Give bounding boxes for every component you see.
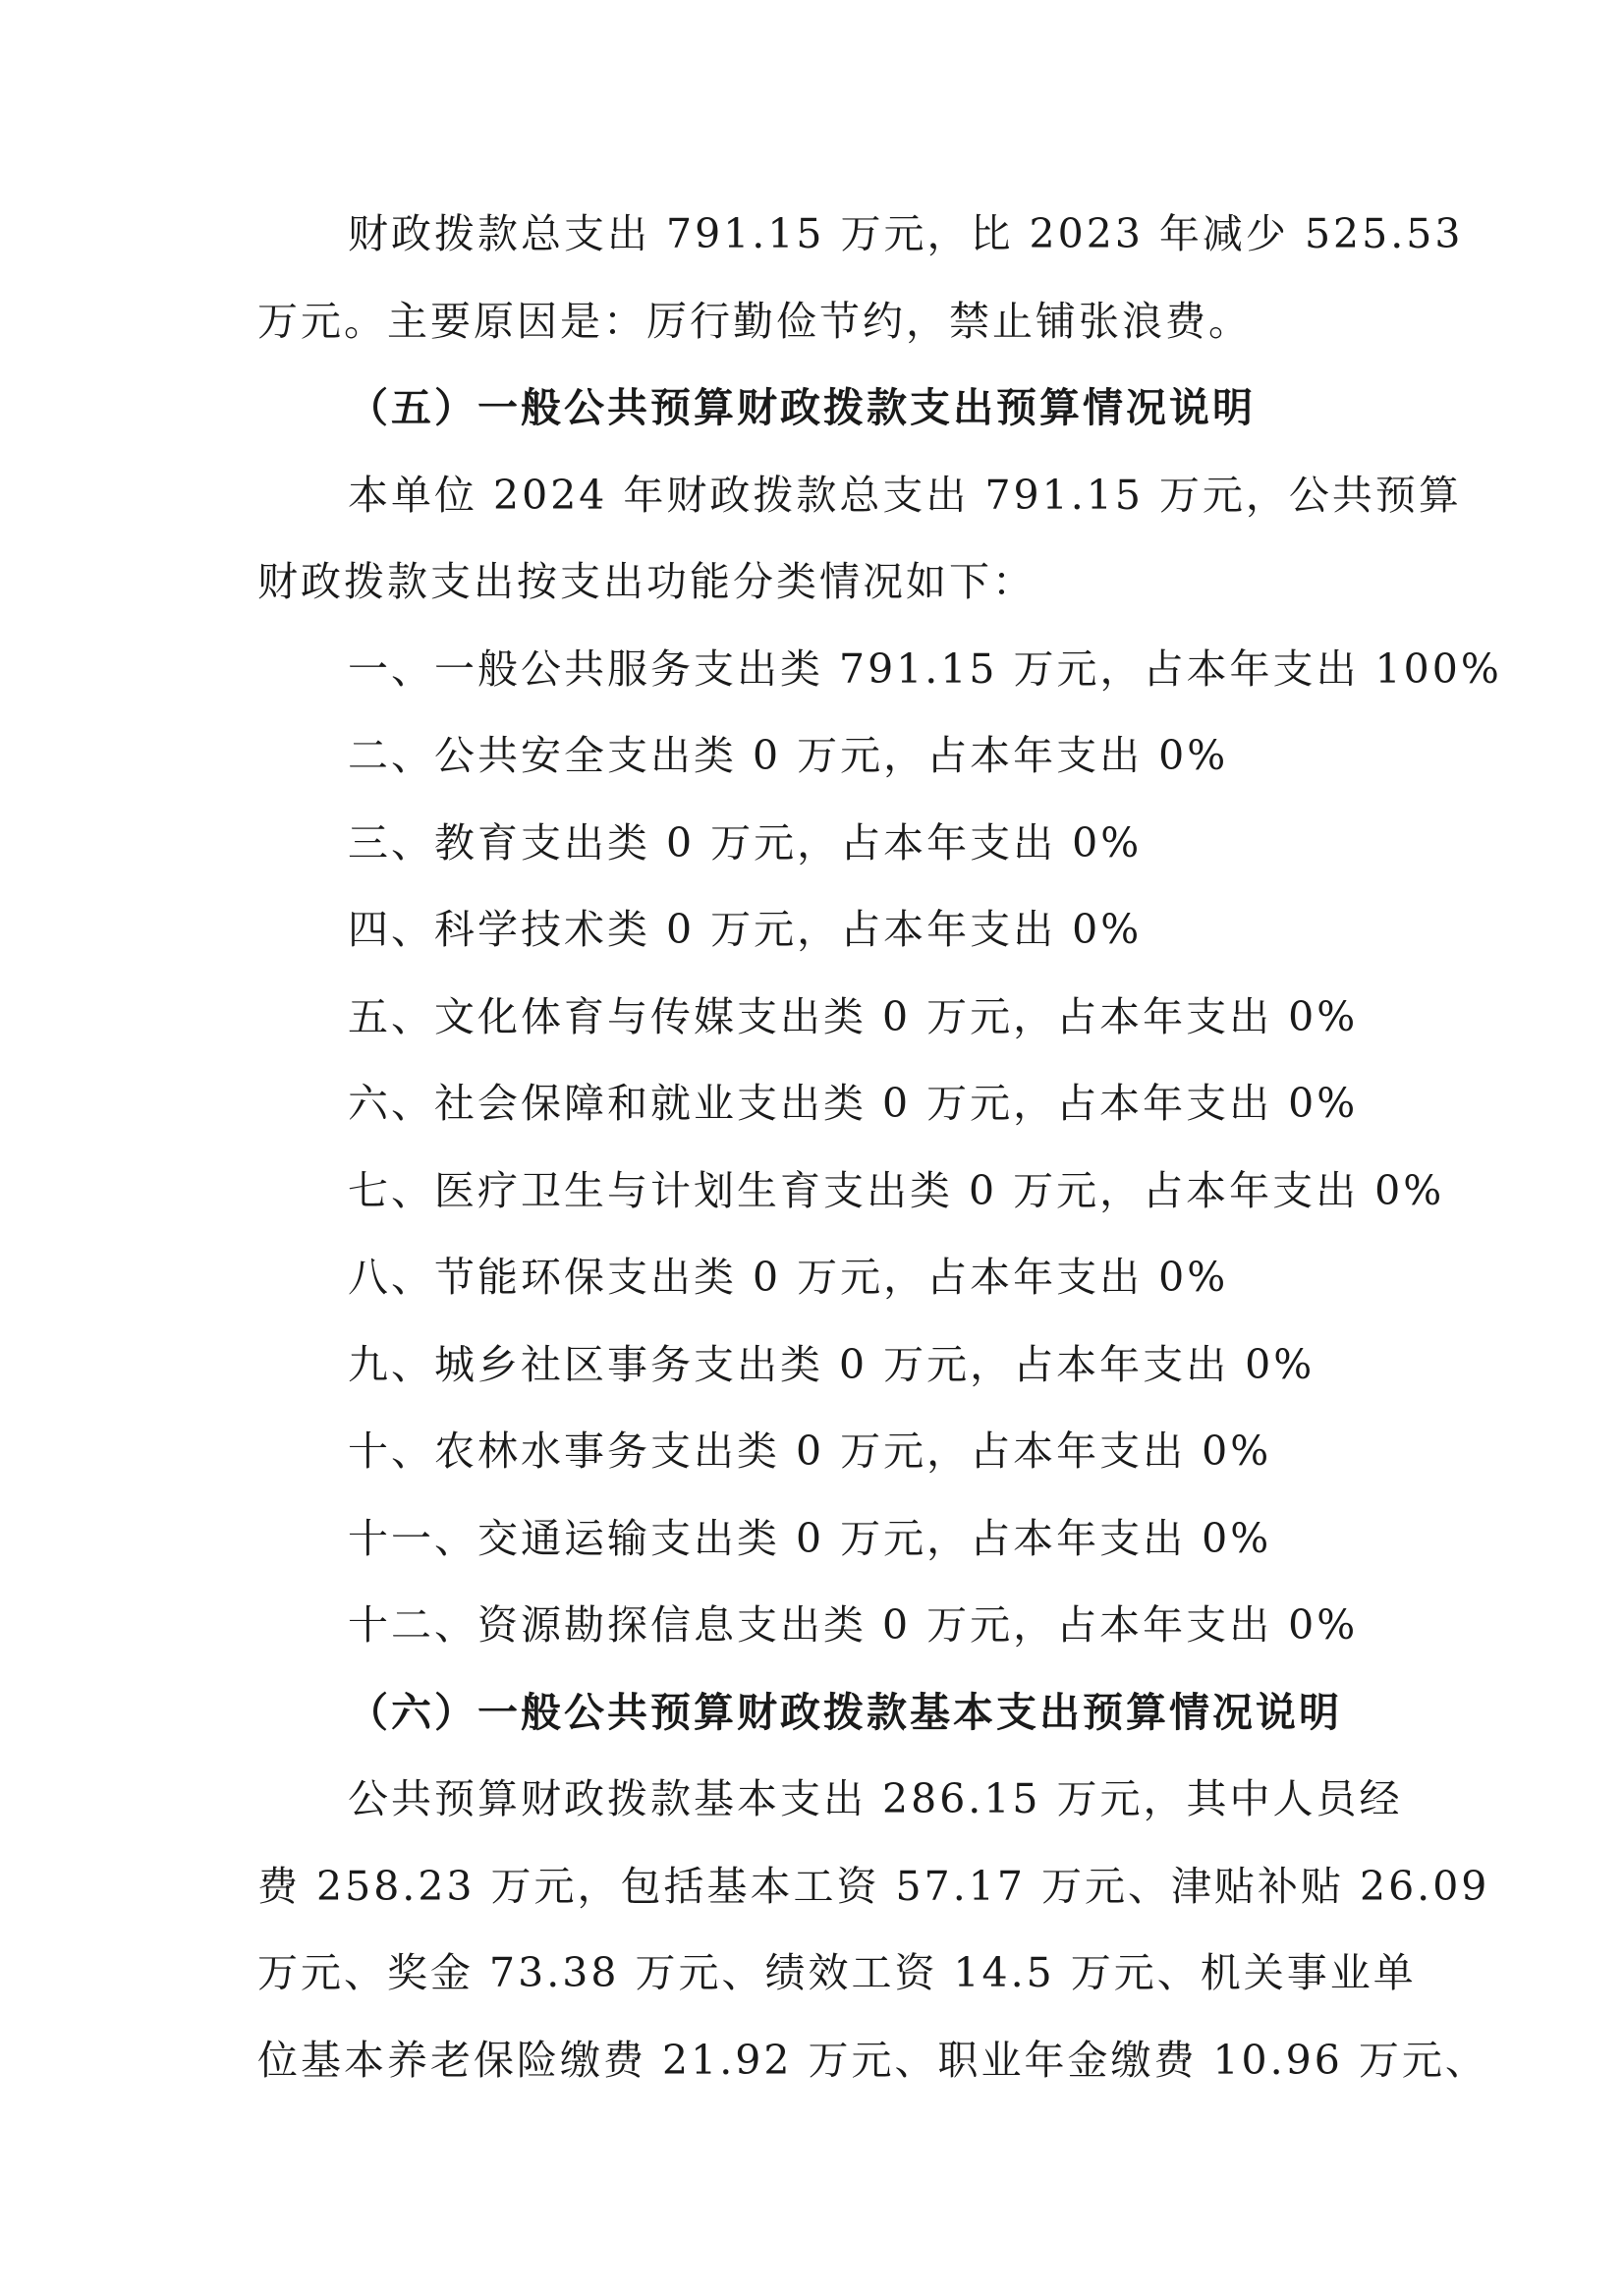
list-item: 八、节能环保支出类 0 万元，占本年支出 0% xyxy=(348,1254,1229,1301)
paragraph-line: 万元。主要原因是：厉行勤俭节约，禁止铺张浪费。 xyxy=(257,297,1252,345)
section-heading-6: （六）一般公共预算财政拨款基本支出预算情况说明 xyxy=(348,1688,1342,1736)
list-item: 三、教育支出类 0 万元，占本年支出 0% xyxy=(348,818,1143,867)
document-body xyxy=(257,191,1502,2103)
paragraph-line: 公共预算财政拨款基本支出 286.15 万元，其中人员经 xyxy=(348,1775,1403,1822)
list-item: 十一、交通运输支出类 0 万元，占本年支出 0% xyxy=(348,1514,1272,1562)
paragraph-line: 本单位 2024 年财政拨款总支出 791.15 万元，公共预算 xyxy=(348,471,1462,519)
paragraph-line: 财政拨款总支出 791.15 万元，比 2023 年减少 525.53 xyxy=(348,210,1464,257)
list-item: 六、社会保障和就业支出类 0 万元，占本年支出 0% xyxy=(348,1080,1359,1127)
list-item: 七、医疗卫生与计划生育支出类 0 万元，占本年支出 0% xyxy=(348,1166,1445,1214)
list-item: 二、公共安全支出类 0 万元，占本年支出 0% xyxy=(348,732,1229,779)
list-item: 一、一般公共服务支出类 791.15 万元，占本年支出 100% xyxy=(348,644,1502,693)
section-heading-5: （五）一般公共预算财政拨款支出预算情况说明 xyxy=(348,384,1256,431)
list-item: 四、科学技术类 0 万元，占本年支出 0% xyxy=(348,906,1143,953)
list-item: 五、文化体育与传媒支出类 0 万元，占本年支出 0% xyxy=(348,992,1359,1040)
list-item: 十二、资源勘探信息支出类 0 万元，占本年支出 0% xyxy=(348,1601,1359,1649)
paragraph-line: 财政拨款支出按支出功能分类情况如下： xyxy=(257,558,1036,605)
paragraph-line: 位基本养老保险缴费 21.92 万元、职业年金缴费 10.96 万元、 xyxy=(257,2036,1488,2084)
list-item: 十、农林水事务支出类 0 万元，占本年支出 0% xyxy=(348,1427,1272,1475)
list-item: 九、城乡社区事务支出类 0 万元，占本年支出 0% xyxy=(348,1340,1316,1388)
paragraph-line: 万元、奖金 73.38 万元、绩效工资 14.5 万元、机关事业单 xyxy=(257,1949,1417,1996)
paragraph-line: 费 258.23 万元，包括基本工资 57.17 万元、津贴补贴 26.09 xyxy=(257,1862,1490,1910)
